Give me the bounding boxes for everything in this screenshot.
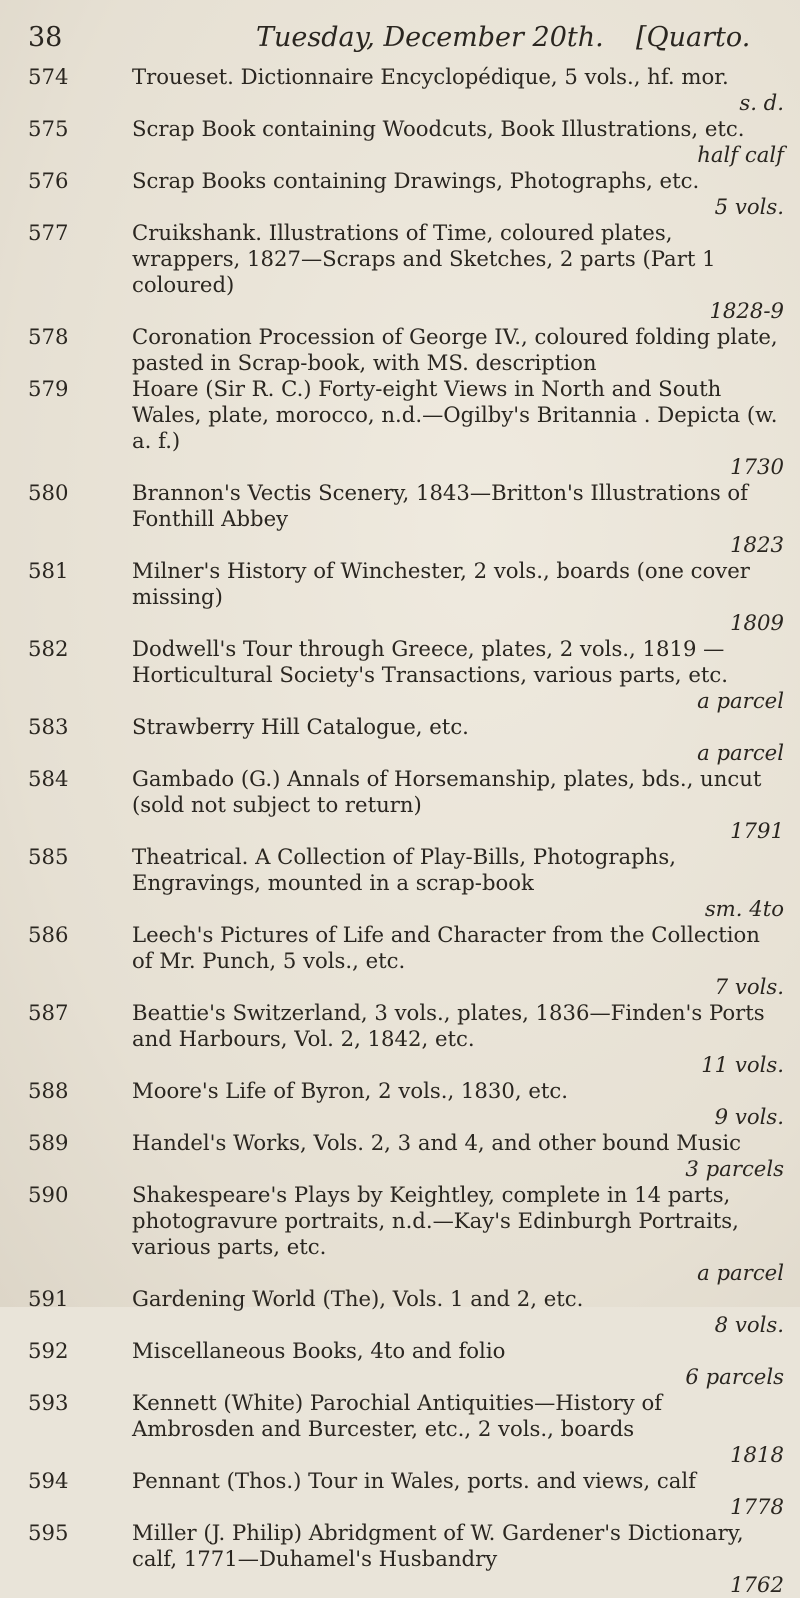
lot-date-or-quantity: 7 vols. (714, 974, 784, 999)
page-number: 38 (28, 22, 63, 53)
lot-number: 591 (28, 1286, 69, 1311)
lot-number: 582 (28, 636, 69, 661)
lot-number: 593 (28, 1390, 69, 1415)
lot-date-or-quantity: 1778 (730, 1494, 784, 1519)
lot-number: 594 (28, 1468, 69, 1493)
lot-date-or-quantity: a parcel (697, 740, 784, 765)
lot-description (132, 480, 784, 558)
lot-date-or-quantity: 3 parcels (685, 1156, 784, 1181)
lot-text: Brannon's Vectis Scenery, 1843—Britton's Illustrations of Fonthill Abbey (132, 480, 749, 531)
lot-number: 581 (28, 558, 69, 583)
lot-text: Hoare (Sir R. C.) Forty-eight Views in North and South Wales, plate, morocco, n.d.—Ogilby's Britannia . Depicta (w. a. f.) (132, 376, 778, 453)
lot-number: 577 (28, 220, 69, 245)
lot-entry (0, 168, 800, 220)
lot-number: 590 (28, 1182, 69, 1207)
lot-description (132, 1286, 784, 1338)
lot-text: Miller (J. Philip) Abridgment of W. Gardener's Dictionary, calf, 1771—Duhamel's Husbandry (132, 1520, 744, 1571)
lot-text: Milner's History of Winchester, 2 vols., boards (one cover missing) (132, 558, 750, 609)
lot-date-or-quantity: 11 vols. (701, 1052, 784, 1077)
lot-date-or-quantity: a parcel (697, 1260, 784, 1285)
lot-date-or-quantity: 1791 (730, 818, 784, 843)
lot-date-or-quantity: a parcel (697, 688, 784, 713)
lot-entry (0, 714, 800, 766)
lot-text: Dodwell's Tour through Greece, plates, 2 vols., 1819 —Horticultural Society's Transactions, various parts, etc. (132, 636, 729, 687)
lot-text: Shakespeare's Plays by Keightley, complete in 14 parts, photogravure portraits, n.d.—Kay's Edinburgh Portraits, various parts, etc. (132, 1182, 739, 1259)
lot-date-or-quantity: 1730 (730, 454, 784, 479)
lot-entry (0, 844, 800, 922)
lot-text: Handel's Works, Vols. 2, 3 and 4, and other bound Music (132, 1130, 742, 1155)
lot-date-or-quantity: 1818 (730, 1442, 784, 1467)
lot-number: 578 (28, 324, 69, 349)
lot-number: 588 (28, 1078, 69, 1103)
lot-description (132, 844, 784, 922)
lot-description (132, 1130, 784, 1182)
format-section: [Quarto. (636, 22, 751, 53)
lot-entry (0, 1390, 800, 1468)
lot-number: 589 (28, 1130, 69, 1155)
lot-description (132, 766, 784, 844)
lot-description (132, 1520, 784, 1598)
lot-entry (0, 1000, 800, 1078)
lot-date-or-quantity: 1823 (730, 532, 784, 557)
lot-number: 592 (28, 1338, 69, 1363)
lot-description (132, 220, 784, 324)
lot-date-or-quantity: sm. 4to (704, 896, 784, 921)
lot-description (132, 1390, 784, 1468)
lot-description (132, 1078, 784, 1130)
lot-text: Moore's Life of Byron, 2 vols., 1830, etc. (132, 1078, 568, 1103)
lot-date-or-quantity: 6 parcels (685, 1364, 784, 1389)
lot-entry (0, 1468, 800, 1520)
lot-entry (0, 636, 800, 714)
lot-entry (0, 64, 800, 116)
lot-description (132, 376, 784, 480)
lot-entry (0, 116, 800, 168)
lot-date-or-quantity: half calf (697, 142, 784, 167)
lot-number: 585 (28, 844, 69, 869)
lot-number: 579 (28, 376, 69, 401)
lot-text: Scrap Book containing Woodcuts, Book Illustrations, etc. (132, 116, 745, 141)
lot-entry (0, 766, 800, 844)
lot-text: Miscellaneous Books, 4to and folio (132, 1338, 506, 1363)
lot-description (132, 324, 784, 376)
lot-description (132, 922, 784, 1000)
lot-number: 583 (28, 714, 69, 739)
lot-description (132, 1000, 784, 1078)
lot-number: 575 (28, 116, 69, 141)
lot-entry (0, 922, 800, 1000)
lot-text: Gardening World (The), Vols. 1 and 2, etc. (132, 1286, 584, 1311)
lot-description (132, 1338, 784, 1390)
lot-text: Gambado (G.) Annals of Horsemanship, plates, bds., uncut (sold not subject to return) (132, 766, 762, 817)
page-header (28, 18, 776, 58)
sale-date: Tuesday, December 20th. (256, 22, 604, 53)
lot-number: 586 (28, 922, 69, 947)
lot-number: 587 (28, 1000, 69, 1025)
lot-date-or-quantity: 1828-9 (709, 298, 784, 323)
lot-date-or-quantity: 5 vols. (714, 194, 784, 219)
lot-description (132, 636, 784, 714)
lot-number: 576 (28, 168, 69, 193)
lot-description (132, 1468, 784, 1520)
lot-list (0, 64, 800, 1598)
lot-entry (0, 1520, 800, 1598)
lot-entry (0, 558, 800, 636)
lot-entry (0, 376, 800, 480)
lot-entry (0, 1286, 800, 1338)
lot-date-or-quantity: 9 vols. (714, 1104, 784, 1129)
lot-description (132, 64, 784, 116)
lot-text: Scrap Books containing Drawings, Photographs, etc. (132, 168, 700, 193)
lot-description (132, 116, 784, 168)
lot-description (132, 1182, 784, 1286)
lot-description (132, 168, 784, 220)
lot-entry (0, 1182, 800, 1286)
lot-description (132, 558, 784, 636)
lot-number: 574 (28, 64, 69, 89)
lot-number: 584 (28, 766, 69, 791)
lot-date-or-quantity: 8 vols. (714, 1312, 784, 1337)
lot-text: Cruikshank. Illustrations of Time, coloured plates, wrappers, 1827—Scraps and Sketches, 2 parts (Part 1 coloured) (132, 220, 716, 297)
lot-text: Troueset. Dictionnaire Encyclopédique, 5 vols., hf. mor. (132, 64, 729, 89)
lot-text: Coronation Procession of George IV., coloured folding plate, pasted in Scrap-book, with MS. description (132, 324, 778, 375)
lot-entry (0, 220, 800, 324)
lot-entry (0, 1130, 800, 1182)
lot-date-or-quantity: 1762 (730, 1572, 784, 1597)
lot-date-or-quantity: 1809 (730, 610, 784, 635)
lot-text: Beattie's Switzerland, 3 vols., plates, 1836—Finden's Ports and Harbours, Vol. 2, 1842, etc. (132, 1000, 765, 1051)
lot-text: Leech's Pictures of Life and Character from the Collection of Mr. Punch, 5 vols., etc. (132, 922, 760, 973)
lot-text: Pennant (Thos.) Tour in Wales, ports. and views, calf (132, 1468, 696, 1493)
lot-text: Theatrical. A Collection of Play-Bills, Photographs, Engravings, mounted in a scrap-book (132, 844, 676, 895)
lot-entry (0, 324, 800, 376)
lot-entry (0, 1078, 800, 1130)
lot-entry (0, 480, 800, 558)
lot-number: 595 (28, 1520, 69, 1545)
lot-entry (0, 1338, 800, 1390)
lot-text: Kennett (White) Parochial Antiquities—History of Ambrosden and Burcester, etc., 2 vols., boards (132, 1390, 663, 1441)
lot-date-or-quantity: s. d. (739, 90, 784, 115)
lot-number: 580 (28, 480, 69, 505)
lot-description (132, 714, 784, 766)
lot-text: Strawberry Hill Catalogue, etc. (132, 714, 469, 739)
